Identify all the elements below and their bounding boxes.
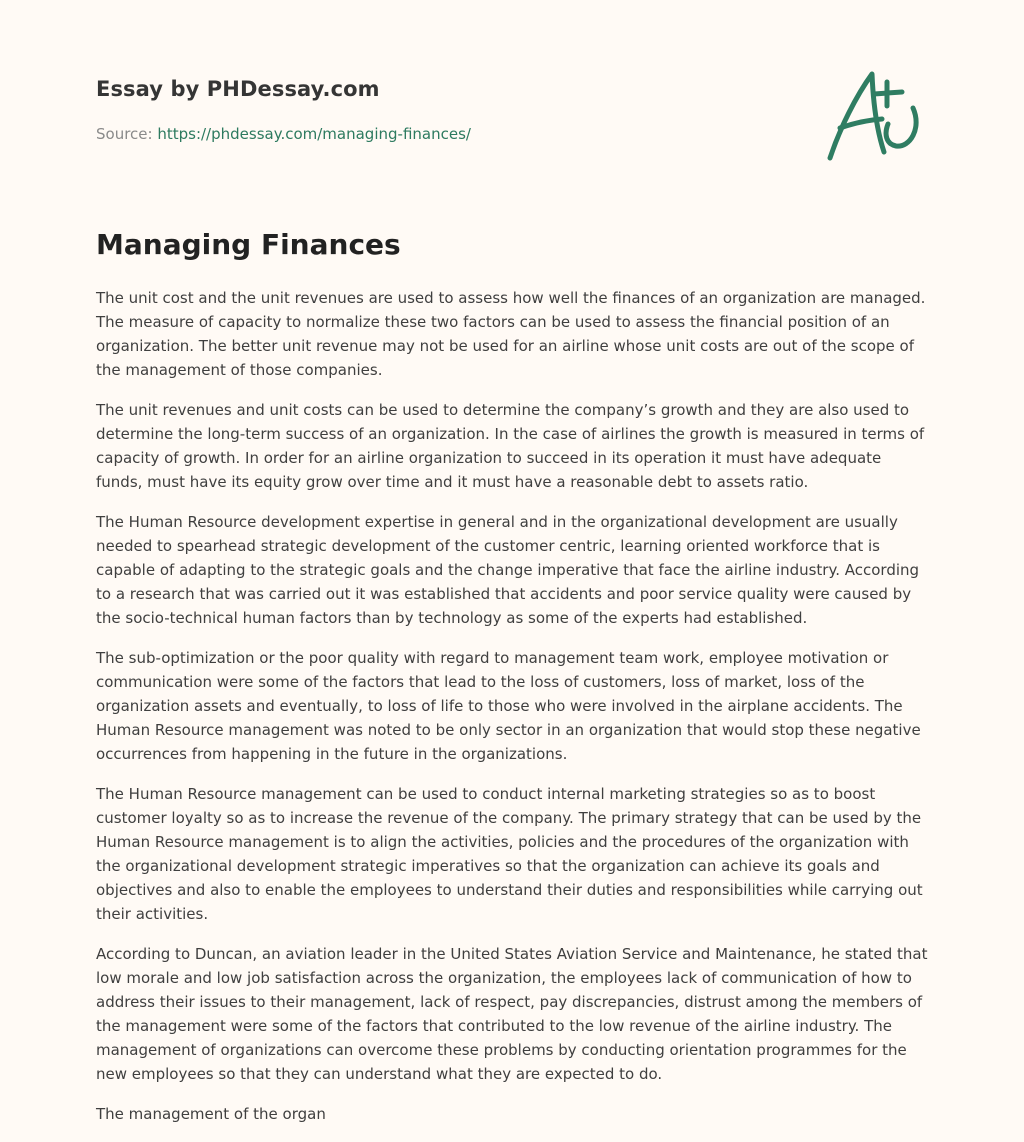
paragraph: The Human Resource development expertise in general and in the organizational development are usually needed to spearhead strategic development of the customer centric, learning oriented workforce that is capable of adapting to the strategic goals and the change imperative that face the airline industry. According to a research that was carried out it was established that accidents and poor service quality were caused by the socio-technical human factors than by technology as some of the experts had established. xyxy=(96,513,920,627)
paragraph: According to Duncan, an aviation leader in the United States Aviation Service and Maintenance, he stated that low morale and low job satisfaction across the organization, the employees lack of communication of how to address their issues to their management, lack of respect, pay discrepancies, distrust among the members of the management were some of the factors that contributed to the low revenue of the airline industry. The management of organizations can overcome these problems by conducting orientation programmes for the new employees so that they can understand what they are expected to do. xyxy=(96,945,928,1083)
site-brand: Essay by PHDessay.com xyxy=(96,77,380,101)
source-link[interactable]: https://phdessay.com/managing-finances/ xyxy=(157,125,471,143)
page-title: Managing Finances xyxy=(96,228,401,261)
source-line xyxy=(96,124,796,144)
paragraph: The Human Resource management can be used to conduct internal marketing strategies so as to boost customer loyalty so as to increase the revenue of the company. The primary strategy that can be used by the Human Resource management is to align the activities, policies and the procedures of the organization with the organizational development strategic imperatives so that the organization can achieve its goals and objectives and also to enable the employees to understand their duties and responsibilities while carrying out their activities. xyxy=(96,785,923,923)
page-header xyxy=(96,74,796,144)
paragraph: The sub-optimization or the poor quality with regard to management team work, employee motivation or communication were some of the factors that lead to the loss of customers, loss of market, loss of the organization assets and eventually, to loss of life to those who were involved in the airplane accidents. The Human Resource management was noted to be only sector in an organization that would stop these negative occurrences from happening in the future in the organizations. xyxy=(96,649,921,763)
essay-body xyxy=(96,286,928,1142)
paragraph: The unit revenues and unit costs can be used to determine the company’s growth and they are also used to determine the long-term success of an organization. In the case of airlines the growth is measured in terms of capacity of growth. In order for an airline organization to succeed in its operation it must have adequate funds, must have its equity grow over time and it must have a reasonable debt to assets ratio. xyxy=(96,401,925,491)
paragraph: The management of the organ xyxy=(96,1105,326,1123)
a-plus-logo-icon xyxy=(820,66,930,166)
source-label: Source: xyxy=(96,125,158,143)
paragraph: The unit cost and the unit revenues are used to assess how well the finances of an organization are managed. The measure of capacity to normalize these two factors can be used to assess the financial position of an organization. The better unit revenue may not be used for an airline whose unit costs are out of the scope of the management of those companies. xyxy=(96,289,926,379)
